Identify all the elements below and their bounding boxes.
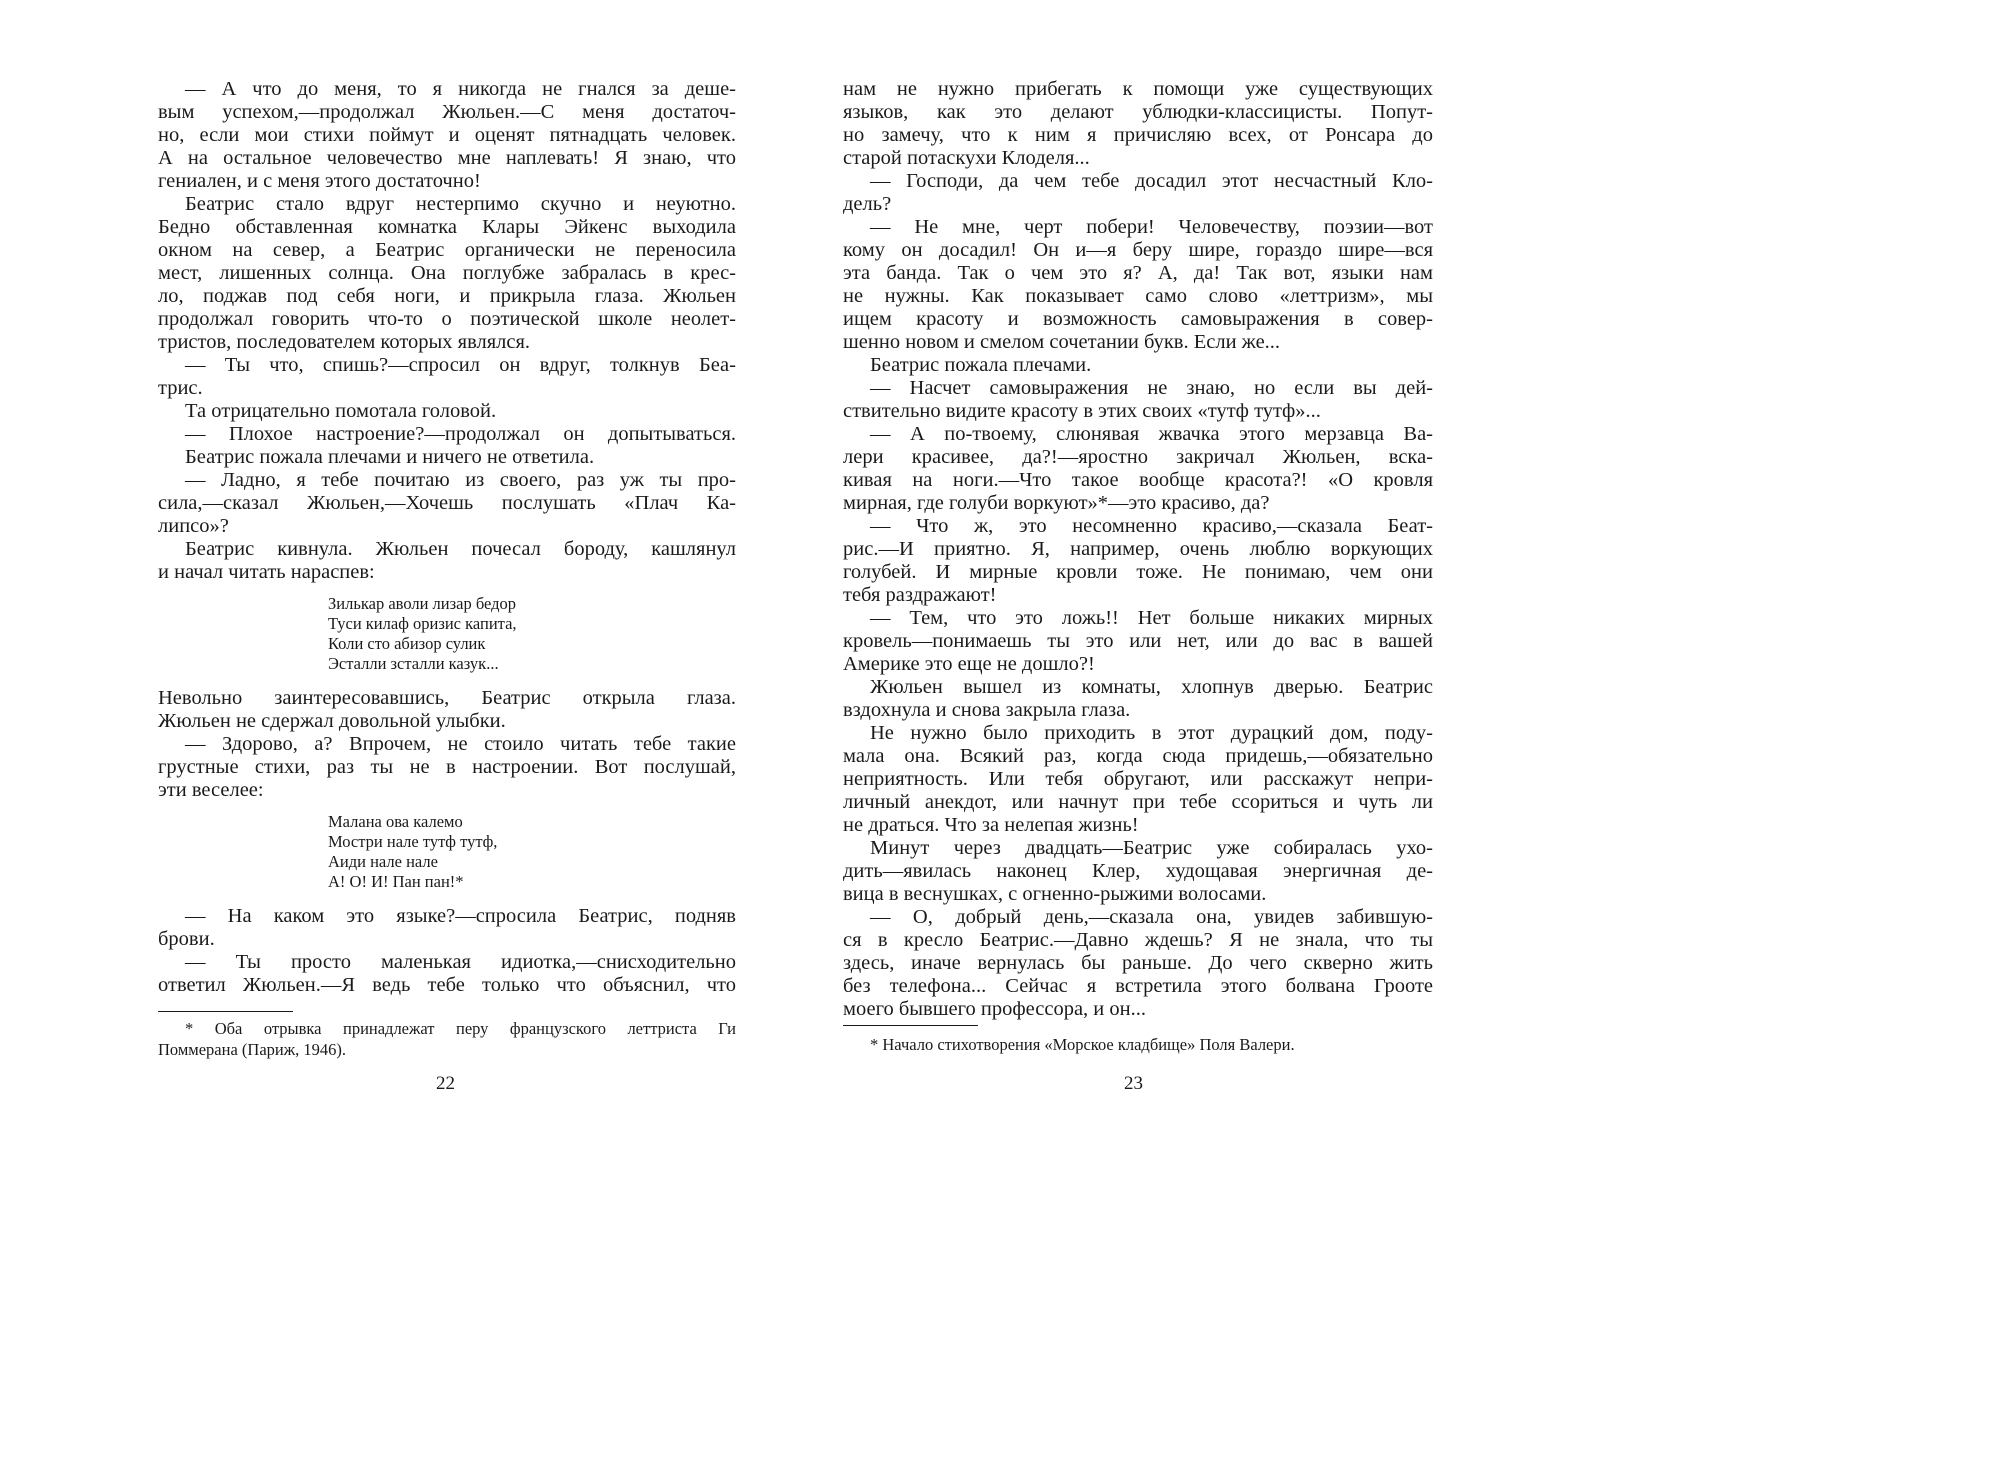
footnote-line: Поммерана (Париж, 1946). — [158, 1040, 346, 1059]
left-verse-1 — [328, 594, 736, 674]
text-line: — Насчет самовыражения не знаю, но если вы дей- — [870, 377, 1433, 399]
verse-line: Эсталли зсталли казук... — [328, 654, 499, 673]
text-line: Жюльен вышел из комнаты, хлопнув дверью. Беатрис — [870, 676, 1433, 698]
text-line: ответил Жюльен.—Я ведь тебе только что объяснил, что — [158, 974, 736, 996]
text-line: Беатрис кивнула. Жюльен почесал бороду, кашлянул — [185, 538, 736, 560]
text-line: — Ты просто маленькая идиотка,—снисходительно — [185, 951, 736, 973]
left-verse-2 — [328, 812, 736, 892]
text-line: шенно новом и смелом сочетании букв. Если же... — [843, 331, 1281, 353]
verse-line: Коли сто абизор сулик — [328, 634, 486, 653]
right-footnote — [843, 1034, 1433, 1055]
text-line: личный анекдот, или начнут при тебе ссориться и чуть ли — [843, 791, 1433, 813]
text-line: Беатрис стало вдруг нестерпимо скучно и неуютно. — [185, 193, 736, 215]
text-line: продолжал говорить что-то о поэтической школе неолет- — [158, 308, 736, 330]
text-line: кивая на ноги.—Что такое вообще красота?! «О кровля — [843, 469, 1433, 491]
text-line: рис.—И приятно. Я, например, очень люблю воркующих — [843, 538, 1433, 560]
text-line: голубей. И мирные кровли тоже. Не понимаю, чем они — [843, 561, 1433, 583]
text-line: — Ты что, спишь?—спросил он вдруг, толкнув Беа- — [185, 354, 736, 376]
text-line: эта банда. Так о чем это я? А, да! Так вот, языки нам — [843, 262, 1433, 284]
text-line: Не нужно было приходить в этот дурацкий дом, поду- — [870, 722, 1433, 744]
right-page — [843, 78, 1433, 1055]
text-line: — О, добрый день,—сказала она, увидев забившую- — [870, 906, 1433, 928]
text-line: — Не мне, черт побери! Человечеству, поэзии—вот — [870, 216, 1433, 238]
text-line: — А по-твоему, слюнявая жвачка этого мерзавца Ва- — [870, 423, 1433, 445]
text-line: Минут через двадцать—Беатрис уже собиралась ухо- — [870, 837, 1433, 859]
text-line: Та отрицательно помотала головой. — [185, 400, 497, 422]
verse-line: А! О! И! Пан пан!* — [328, 872, 464, 891]
text-line: Бедно обставленная комнатка Клары Эйкенс выходила — [158, 216, 736, 238]
right-page-number: 23 — [1124, 1073, 1143, 1094]
verse-line: Туси килаф оризис капита, — [328, 614, 517, 633]
text-line: не драться. Что за нелепая жизнь! — [843, 814, 1139, 836]
right-body-text — [843, 78, 1433, 1021]
text-line: здесь, иначе вернулась бы раньше. До чего скверно жить — [843, 952, 1433, 974]
text-line: брови. — [158, 928, 215, 950]
left-body-text-3 — [158, 905, 736, 997]
text-line: ся в кресло Беатрис.—Давно ждешь? Я не знала, что ты — [843, 929, 1433, 951]
text-line: Америке это еще не дошло?! — [843, 653, 1095, 675]
text-line: тристов, последователем которых являлся. — [158, 331, 531, 353]
text-line: — Тем, что это ложь!! Нет больше никаких мирных — [870, 607, 1433, 629]
text-line: языков, как это делают ублюдки-классицисты. Попут- — [843, 101, 1433, 123]
text-line: Беатрис пожала плечами и ничего не ответила. — [185, 446, 595, 468]
text-line: — А что до меня, то я никогда не гнался за деше- — [185, 78, 736, 100]
left-body-text — [158, 78, 736, 584]
text-line: нам не нужно прибегать к помощи уже существующих — [843, 78, 1433, 100]
text-line: без телефона... Сейчас я встретила этого болвана Гроотe — [843, 975, 1433, 997]
text-line: сила,—сказал Жюльен,—Хочешь послушать «Плач Ка- — [158, 492, 736, 514]
text-line: лери красивее, да?!—яростно закричал Жюльен, вска- — [843, 446, 1433, 468]
verse-line: Малана ова калемо — [328, 812, 463, 831]
footnote-line: * Оба отрывка принадлежат перу французского леттриста Ги — [185, 1019, 736, 1038]
left-page — [158, 78, 736, 1060]
text-line: мала она. Всякий раз, когда сюда придешь,—обязательно — [843, 745, 1433, 767]
text-line: — Плохое настроение?—продолжал он допытываться. — [185, 423, 736, 445]
text-line: кому он досадил! Он и—я беру шире, гораздо шире—вся — [843, 239, 1433, 261]
text-line: — Здорово, а? Впрочем, не стоило читать тебе такие — [185, 733, 736, 755]
text-line: окном на север, а Беатрис органически не переносила — [158, 239, 736, 261]
verse-line: Аиди нале нале — [328, 852, 438, 871]
text-line: липсо»? — [158, 515, 229, 537]
text-line: старой потаскухи Клоделя... — [843, 147, 1090, 169]
left-footnote-rule — [158, 1011, 293, 1012]
text-line: Невольно заинтересовавшись, Беатрис открыла глаза. — [158, 687, 736, 709]
text-line: мирная, где голуби воркуют»*—это красиво, да? — [843, 492, 1270, 514]
left-body-text-2 — [158, 687, 736, 802]
text-line: тебя раздражают! — [843, 584, 997, 606]
text-line: вица в веснушках, с огненно-рыжими волосами. — [843, 883, 1267, 905]
text-line: ло, поджав под себя ноги, и прикрыла глаза. Жюльен — [158, 285, 736, 307]
text-line: дель? — [843, 193, 892, 215]
right-footnote-rule — [843, 1025, 978, 1026]
text-line: — На каком это языке?—спросила Беатрис, подняв — [185, 905, 736, 927]
text-line: вым успехом,—продолжал Жюльен.—С меня достаточ- — [158, 101, 736, 123]
text-line: эти веселее: — [158, 779, 264, 801]
text-line: Жюльен не сдержал довольной улыбки. — [158, 710, 506, 732]
text-line: моего бывшего профессора, и он... — [843, 998, 1146, 1020]
left-footnote — [158, 1018, 736, 1060]
text-line: ствительно видите красоту в этих своих «тутф тутф»... — [843, 400, 1321, 422]
text-line: дить—явилась наконец Клер, худощавая энергичная де- — [843, 860, 1433, 882]
text-line: мест, лишенных солнца. Она поглубже забралась в крес- — [158, 262, 736, 284]
text-line: А на остальное человечество мне наплевать! Я знаю, что — [158, 147, 736, 169]
text-line: неприятность. Или тебя обругают, или расскажут непри- — [843, 768, 1433, 790]
text-line: но замечу, что к ним я причисляю всех, от Ронсара до — [843, 124, 1433, 146]
footnote-line: * Начало стихотворения «Морское кладбище» Поля Валери. — [870, 1035, 1295, 1054]
verse-line: Зилькар аволи лизар бедор — [328, 594, 517, 613]
text-line: гениален, и с меня этого достаточно! — [158, 170, 481, 192]
text-line: не нужны. Как показывает само слово «леттризм», мы — [843, 285, 1433, 307]
text-line: вздохнула и снова закрыла глаза. — [843, 699, 1131, 721]
text-line: — Ладно, я тебе почитаю из своего, раз уж ты про- — [185, 469, 736, 491]
text-line: но, если мои стихи поймут и оценят пятнадцать человек. — [158, 124, 736, 146]
text-line: — Что ж, это несомненно красиво,—сказала Беат- — [870, 515, 1433, 537]
text-line: и начал читать нараспев: — [158, 561, 375, 583]
left-page-number: 22 — [436, 1073, 455, 1094]
verse-line: Мостри нале тутф тутф, — [328, 832, 498, 851]
text-line: Беатрис пожала плечами. — [870, 354, 1092, 376]
text-line: ищем красоту и возможность самовыражения в совер- — [843, 308, 1433, 330]
text-line: трис. — [158, 377, 203, 399]
text-line: кровель—понимаешь ты это или нет, или до вас в вашей — [843, 630, 1433, 652]
text-line: грустные стихи, раз ты не в настроении. Вот послушай, — [158, 756, 736, 778]
text-line: — Господи, да чем тебе досадил этот несчастный Кло- — [870, 170, 1433, 192]
